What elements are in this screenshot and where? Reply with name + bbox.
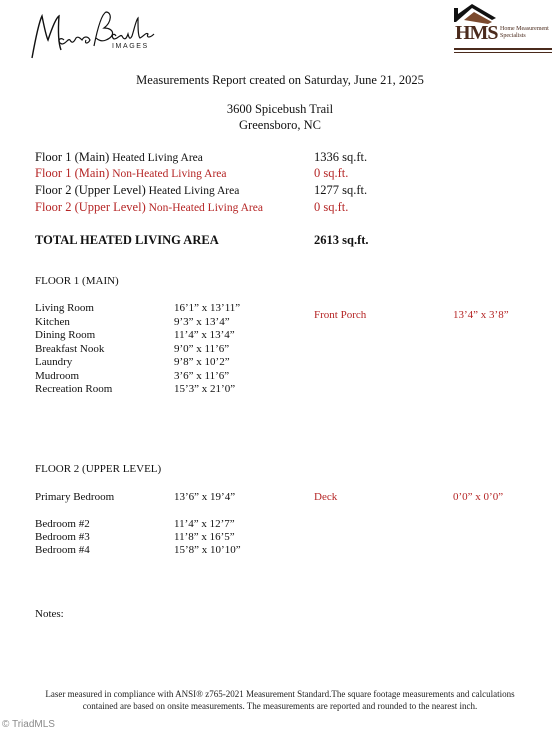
room-name: Mudroom: [35, 369, 79, 382]
summary-floor: Floor 2 (Upper Level): [35, 183, 146, 197]
floor2-heading: FLOOR 2 (UPPER LEVEL): [35, 463, 162, 475]
summary-label: [35, 166, 227, 181]
summary-floor: Floor 1 (Main): [35, 150, 110, 164]
room-dims: 11’8” x 16’5”: [174, 531, 235, 543]
summary-label: [35, 150, 203, 165]
room-name: Breakfast Nook: [35, 342, 105, 355]
summary-area-type: Heated Living Area: [145, 185, 240, 197]
company-initials: HMS: [455, 22, 498, 44]
outdoor-name: Front Porch: [314, 309, 367, 321]
summary-value: 1336 sq.ft.: [314, 150, 368, 164]
floor1-heading: FLOOR 1 (MAIN): [35, 275, 119, 287]
room-dims: 9’0” x 11’6”: [174, 342, 230, 355]
room-dims: 15’3” x 21’0”: [174, 383, 236, 395]
outdoor-name: Deck: [314, 491, 338, 503]
room-name: Laundry: [35, 356, 73, 368]
address-city: Greensboro, NC: [239, 118, 321, 132]
room-dims: 11’4” x 13’4”: [174, 329, 235, 341]
room-dims: 16’1” x 13’11”: [174, 302, 241, 314]
total-label: TOTAL HEATED LIVING AREA: [35, 233, 219, 247]
notes-label: Notes:: [35, 608, 64, 620]
summary-floor: Floor 2 (Upper Level): [35, 200, 146, 214]
summary-label: [35, 183, 239, 198]
room-dims: 15’8” x 10’10”: [174, 544, 241, 556]
outdoor-dims: 13’4” x 3’8”: [453, 309, 509, 321]
summary-area-type: Non-Heated Living Area: [145, 202, 263, 214]
summary-area-type: Non-Heated Living Area: [109, 168, 227, 180]
summary-value: 0 sq.ft.: [314, 166, 349, 180]
company-tagline: Home Measurement Specialists: [500, 26, 549, 39]
company-logo: [452, 4, 558, 58]
summary-floor: Floor 1 (Main): [35, 166, 110, 180]
summary-value: 0 sq.ft.: [314, 200, 349, 214]
footer-line: contained are based on onsite measurements. The measurements are reported and rounded to the nearest inch.: [82, 701, 478, 711]
footer-line: Laser measured in compliance with ANSI® z765-2021 Measurement Standard.The square footage measurements and calculations: [45, 689, 515, 699]
summary-label: [35, 200, 263, 215]
signature-graphic: [28, 6, 163, 66]
room-name: Dining Room: [35, 329, 96, 341]
summary-value: 1277 sq.ft.: [314, 183, 368, 197]
summary-area-type: Heated Living Area: [109, 152, 203, 164]
mls-watermark: © TriadMLS: [2, 719, 55, 730]
room-name: Kitchen: [35, 315, 70, 328]
room-dims: 9’3” x 13’4”: [174, 315, 230, 328]
room-name: Primary Bedroom: [35, 491, 115, 503]
room-dims: 3’6” x 11’6”: [174, 369, 230, 382]
room-dims: 9’8” x 10’2”: [174, 356, 230, 368]
photographer-logo: [28, 6, 163, 66]
room-name: Bedroom #4: [35, 544, 90, 556]
room-dims: 11’4” x 12’7”: [174, 518, 235, 530]
outdoor-dims: 0’0” x 0’0”: [453, 491, 504, 503]
total-value: 2613 sq.ft.: [314, 233, 369, 247]
room-name: Living Room: [35, 302, 94, 314]
room-name: Bedroom #2: [35, 518, 90, 530]
room-name: Recreation Room: [35, 383, 113, 395]
address-street: 3600 Spicebush Trail: [226, 102, 334, 116]
report-title: Measurements Report created on Saturday, June 21, 2025: [136, 73, 424, 87]
signature-subtitle: IMAGES: [112, 43, 149, 50]
room-dims: 13’6” x 19’4”: [174, 491, 236, 503]
room-name: Bedroom #3: [35, 531, 90, 543]
